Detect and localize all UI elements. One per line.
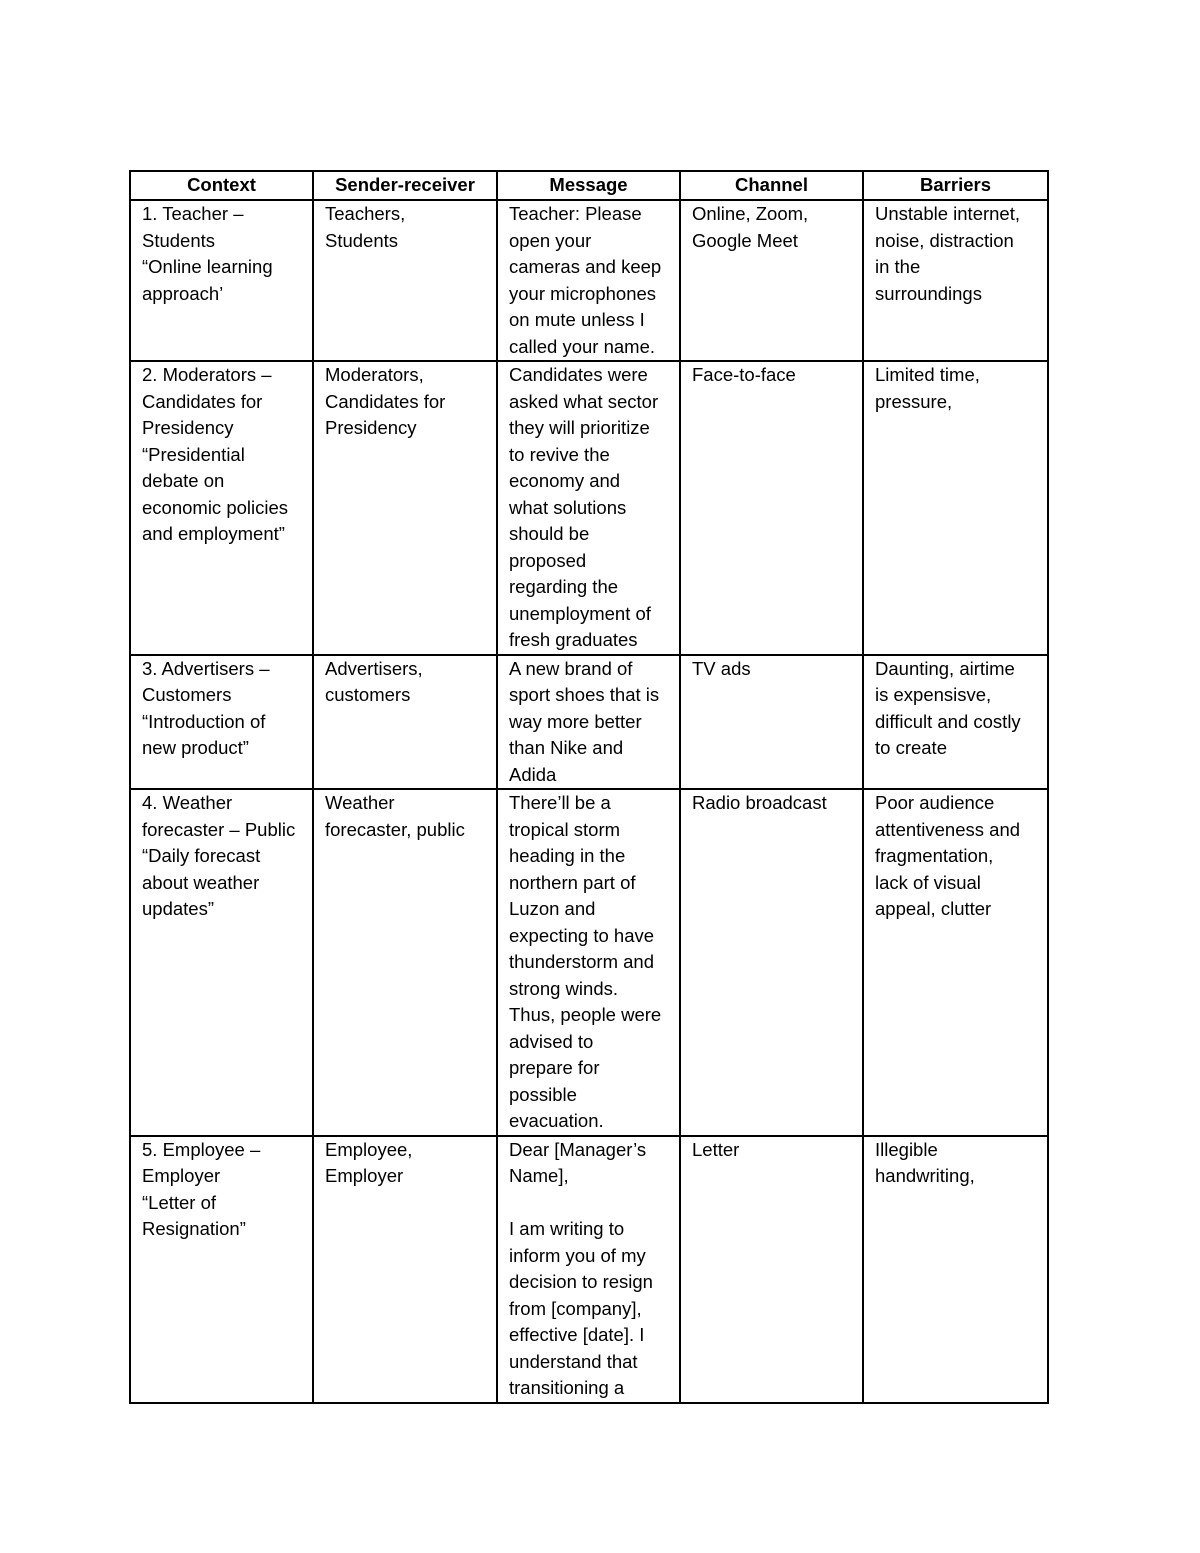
cell-text-line: lack of visual bbox=[875, 871, 981, 893]
cell-text-line: “Presidential bbox=[142, 443, 245, 465]
cell-text-line: decision to resign bbox=[509, 1271, 653, 1292]
cell-text-line: Candidates were bbox=[509, 364, 648, 385]
cell-text-line: prepare for bbox=[509, 1057, 600, 1078]
cell-text-line: Students bbox=[325, 229, 399, 251]
cell-text-line: in the bbox=[875, 256, 921, 277]
cell-text-line: expecting to have bbox=[509, 924, 655, 946]
message-cell bbox=[497, 361, 680, 655]
context-cell bbox=[130, 655, 313, 790]
header-message: Message bbox=[497, 171, 680, 200]
cell-text-line: they will prioritize bbox=[509, 417, 650, 438]
table-header-row bbox=[130, 171, 1048, 200]
cell-text-line: and employment” bbox=[142, 523, 285, 544]
cell-text-line: Customers bbox=[142, 684, 232, 705]
cell-text-line: on mute unless I bbox=[509, 309, 645, 330]
table-row bbox=[130, 200, 1048, 361]
cell-text-line: customers bbox=[325, 684, 411, 705]
cell-text-line: 3. Advertisers – bbox=[142, 657, 270, 679]
table-row bbox=[130, 1136, 1048, 1403]
header-barriers: Barriers bbox=[863, 171, 1048, 200]
cell-text-line: about weather bbox=[142, 871, 260, 893]
cell-text-line: economy and bbox=[509, 470, 621, 491]
cell-text-line: forecaster, public bbox=[325, 818, 465, 840]
cell-text-line: Presidency bbox=[142, 417, 234, 438]
cell-text-line: cameras and keep bbox=[509, 256, 662, 277]
cell-text-line: Employee, bbox=[325, 1138, 413, 1160]
cell-text-line: economic policies bbox=[142, 496, 289, 518]
cell-text-line: 2. Moderators – bbox=[142, 364, 272, 385]
cell-text-line: advised to bbox=[509, 1030, 594, 1052]
cell-text-line: way more better bbox=[509, 710, 642, 732]
cell-text-line: Luzon and bbox=[509, 898, 596, 919]
cell-text-line: Dear [Manager’s bbox=[509, 1138, 647, 1160]
table-row bbox=[130, 361, 1048, 655]
barriers-cell bbox=[863, 1136, 1048, 1403]
cell-text-line: pressure, bbox=[875, 390, 953, 412]
cell-text-line: to create bbox=[875, 737, 947, 758]
cell-text-line: attentiveness and bbox=[875, 818, 1021, 840]
cell-text-line: A new brand of bbox=[509, 657, 633, 679]
cell-text-line: Presidency bbox=[325, 417, 417, 438]
channel-cell bbox=[680, 789, 863, 1136]
cell-text-line: Candidates for bbox=[142, 390, 263, 412]
cell-text-line: tropical storm bbox=[509, 818, 621, 840]
cell-text-line: updates” bbox=[142, 898, 214, 919]
cell-text-line: fresh graduates bbox=[509, 629, 638, 650]
channel-cell bbox=[680, 200, 863, 361]
cell-text-line: Letter bbox=[692, 1138, 740, 1160]
cell-text-line: difficult and costly bbox=[875, 710, 1021, 732]
barriers-cell bbox=[863, 655, 1048, 790]
table-row bbox=[130, 789, 1048, 1136]
cell-text-line: thunderstorm and bbox=[509, 951, 655, 972]
cell-text-line: Employer bbox=[142, 1165, 221, 1186]
cell-text-line: evacuation. bbox=[509, 1110, 604, 1131]
message-cell bbox=[497, 789, 680, 1136]
context-cell bbox=[130, 789, 313, 1136]
cell-text-line: than Nike and bbox=[509, 737, 624, 758]
cell-text-line: Students bbox=[142, 229, 216, 251]
message-cell bbox=[497, 200, 680, 361]
cell-text-line: Moderators, bbox=[325, 364, 424, 385]
cell-text-line: Google Meet bbox=[692, 229, 798, 251]
cell-text-line: Thus, people were bbox=[509, 1004, 662, 1025]
barriers-cell bbox=[863, 361, 1048, 655]
cell-text-line: new product” bbox=[142, 737, 249, 758]
cell-text-line: surroundings bbox=[875, 282, 982, 304]
blank-line bbox=[509, 1190, 673, 1217]
cell-text-line: heading in the bbox=[509, 845, 626, 866]
cell-text-line: noise, distraction bbox=[875, 229, 1014, 251]
cell-text-line: debate on bbox=[142, 470, 225, 491]
communication-table bbox=[129, 170, 1049, 1404]
sender-receiver-cell bbox=[313, 361, 497, 655]
cell-text-line: Unstable internet, bbox=[875, 203, 1021, 224]
cell-text-line: 1. Teacher – bbox=[142, 203, 244, 224]
channel-cell bbox=[680, 1136, 863, 1403]
cell-text-line: called your name. bbox=[509, 335, 656, 357]
cell-text-line: “Online learning bbox=[142, 256, 273, 277]
cell-text-line: forecaster – Public bbox=[142, 818, 296, 840]
cell-text-line: proposed bbox=[509, 549, 587, 571]
header-context: Context bbox=[130, 171, 313, 200]
sender-receiver-cell bbox=[313, 200, 497, 361]
cell-text-line: effective [date]. I bbox=[509, 1324, 645, 1345]
cell-text-line: Face-to-face bbox=[692, 364, 796, 385]
cell-text-line: Radio broadcast bbox=[692, 792, 827, 813]
cell-text-line: inform you of my bbox=[509, 1244, 646, 1266]
cell-text-line: your microphones bbox=[509, 282, 657, 304]
cell-text-line: should be bbox=[509, 523, 590, 544]
cell-text-line: fragmentation, bbox=[875, 845, 994, 866]
cell-text-line: strong winds. bbox=[509, 977, 618, 999]
cell-text-line: Weather bbox=[325, 792, 395, 813]
cell-text-line: handwriting, bbox=[875, 1165, 975, 1186]
cell-text-line: regarding the bbox=[509, 576, 619, 597]
cell-text-line: northern part of bbox=[509, 871, 636, 893]
cell-text-line: sport shoes that is bbox=[509, 684, 660, 705]
cell-text-line: from [company], bbox=[509, 1297, 642, 1319]
cell-text-line: Adida bbox=[509, 763, 557, 785]
cell-text-line: Candidates for bbox=[325, 390, 446, 412]
cell-text-line: There’ll be a bbox=[509, 792, 611, 813]
context-cell bbox=[130, 1136, 313, 1403]
cell-text-line: possible bbox=[509, 1083, 577, 1105]
header-sender-receiver: Sender-receiver bbox=[313, 171, 497, 200]
cell-text-line: Name], bbox=[509, 1165, 569, 1186]
cell-text-line: transitioning a bbox=[509, 1377, 625, 1398]
cell-text-line: Teachers, bbox=[325, 203, 406, 224]
message-cell bbox=[497, 1136, 680, 1403]
cell-text-line: approach’ bbox=[142, 282, 224, 304]
cell-text-line: appeal, clutter bbox=[875, 898, 992, 919]
cell-text-line: Limited time, bbox=[875, 364, 980, 385]
cell-text-line: “Introduction of bbox=[142, 710, 266, 732]
channel-cell bbox=[680, 361, 863, 655]
context-cell bbox=[130, 361, 313, 655]
message-cell bbox=[497, 655, 680, 790]
cell-text-line: is expensisve, bbox=[875, 684, 992, 705]
sender-receiver-cell bbox=[313, 789, 497, 1136]
cell-text-line: 4. Weather bbox=[142, 792, 233, 813]
header-channel: Channel bbox=[680, 171, 863, 200]
barriers-cell bbox=[863, 789, 1048, 1136]
cell-text-line: TV ads bbox=[692, 657, 751, 679]
cell-text-line: understand that bbox=[509, 1350, 638, 1372]
cell-text-line: Advertisers, bbox=[325, 657, 423, 679]
cell-text-line: asked what sector bbox=[509, 390, 659, 412]
cell-text-line: Online, Zoom, bbox=[692, 203, 809, 224]
cell-text-line: Illegible bbox=[875, 1138, 938, 1160]
context-cell bbox=[130, 200, 313, 361]
table-body bbox=[130, 200, 1048, 1403]
cell-text-line: Teacher: Please bbox=[509, 203, 642, 224]
cell-text-line: “Daily forecast bbox=[142, 845, 261, 866]
cell-text-line: Resignation” bbox=[142, 1218, 246, 1239]
cell-text-line: to revive the bbox=[509, 443, 610, 465]
cell-text-line: what solutions bbox=[509, 496, 627, 518]
table-row bbox=[130, 655, 1048, 790]
cell-text-line: 5. Employee – bbox=[142, 1138, 261, 1160]
cell-text-line: Daunting, airtime bbox=[875, 657, 1015, 679]
sender-receiver-cell bbox=[313, 1136, 497, 1403]
cell-text-line: open your bbox=[509, 229, 592, 251]
sender-receiver-cell bbox=[313, 655, 497, 790]
channel-cell bbox=[680, 655, 863, 790]
cell-text-line: “Letter of bbox=[142, 1191, 217, 1213]
cell-text-line: unemployment of bbox=[509, 602, 651, 624]
barriers-cell bbox=[863, 200, 1048, 361]
cell-text-line: Poor audience bbox=[875, 792, 995, 813]
cell-text-line: I am writing to bbox=[509, 1218, 625, 1239]
cell-text-line: Employer bbox=[325, 1165, 404, 1186]
